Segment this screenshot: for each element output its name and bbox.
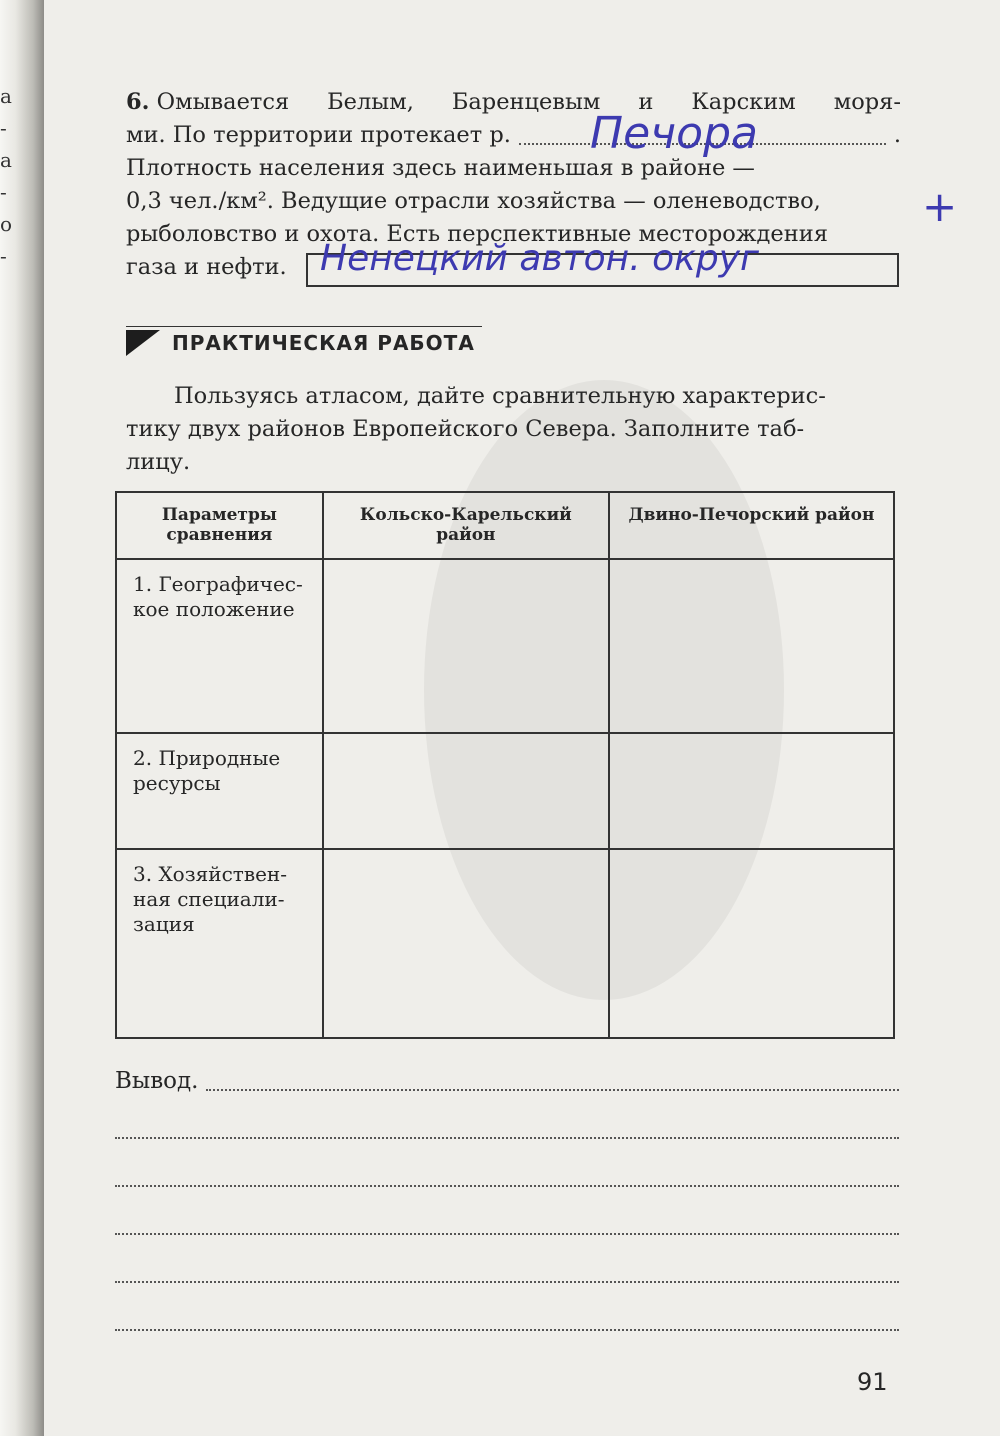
comparison-table	[115, 491, 895, 1039]
answer-line[interactable]	[115, 1116, 899, 1139]
section-title: ПРАКТИЧЕСКАЯ РАБОТА	[172, 331, 475, 355]
header-parameters: Параметры сравнения	[116, 492, 323, 559]
conclusion-label: Вывод.	[115, 1068, 199, 1094]
task-6-line-1	[126, 86, 901, 119]
task-6-line-4: 0,3 чел./км². Ведущие отрасли хозяйства — оленеводство,	[126, 188, 821, 214]
spine-letter: -	[0, 180, 7, 204]
table-row	[116, 733, 894, 849]
header-dvina-pechora: Двино-Печорский район	[609, 492, 894, 559]
workbook-page	[44, 0, 1000, 1436]
conclusion-block	[115, 1068, 899, 1356]
task-6-line-3: Плотность населения здесь наименьшая в районе —	[126, 155, 755, 181]
handwritten-region-answer: Ненецкий автон. округ	[320, 238, 759, 279]
period: .	[893, 122, 901, 148]
intro-line-2: тику двух районов Европейского Севера. Заполните таб-	[126, 416, 805, 442]
spine-letter: а	[0, 84, 12, 108]
conclusion-line	[115, 1116, 899, 1164]
cell-kola-resources[interactable]	[323, 733, 609, 849]
answer-line[interactable]	[115, 1164, 899, 1187]
table-row	[116, 559, 894, 733]
row-label-specialization: 3. Хозяйствен-ная специали-зация	[116, 849, 323, 1038]
word: Карским	[691, 89, 796, 115]
practical-work-heading	[126, 330, 475, 356]
conclusion-line	[115, 1164, 899, 1212]
river-prompt: ми. По территории протекает р.	[126, 122, 511, 148]
cell-kola-specialization[interactable]	[323, 849, 609, 1038]
word: и	[638, 89, 654, 115]
row-label-resources: 2. Природные ресурсы	[116, 733, 323, 849]
check-mark: +	[922, 182, 958, 231]
row-label-location: 1. Географичес-кое положение	[116, 559, 323, 733]
page-number: 91	[857, 1368, 888, 1396]
conclusion-line	[115, 1308, 899, 1356]
word: Баренцевым	[451, 89, 601, 115]
cell-dvina-resources[interactable]	[609, 733, 894, 849]
intro-line-1: Пользуясь атласом, дайте сравнительную характерис-	[174, 383, 826, 409]
task-6-line-2	[126, 119, 901, 152]
header-kola-karelia: Кольско-Карельский район	[323, 492, 609, 559]
cell-kola-location[interactable]	[323, 559, 609, 733]
section-rule	[126, 326, 482, 327]
spine-letter: а	[0, 148, 12, 172]
task-6-line-6: газа и нефти.	[126, 254, 287, 280]
table-row	[116, 849, 894, 1038]
book-spine	[0, 0, 44, 1436]
word: Омывается	[156, 89, 290, 115]
conclusion-line	[115, 1068, 899, 1116]
word: Белым,	[327, 89, 414, 115]
conclusion-line	[115, 1212, 899, 1260]
answer-line[interactable]	[115, 1308, 899, 1331]
answer-line[interactable]	[206, 1068, 899, 1091]
answer-line[interactable]	[115, 1260, 899, 1283]
table-header-row	[116, 492, 894, 559]
intro-line-3: лицу.	[126, 449, 191, 475]
conclusion-line	[115, 1260, 899, 1308]
spine-letter: о	[0, 212, 13, 236]
word: моря-	[833, 89, 901, 115]
cell-dvina-location[interactable]	[609, 559, 894, 733]
answer-line[interactable]	[115, 1212, 899, 1235]
task-number: 6.	[126, 89, 150, 115]
spine-text	[0, 80, 14, 272]
practical-intro	[126, 380, 901, 479]
spine-letter: -	[0, 244, 7, 268]
cell-dvina-specialization[interactable]	[609, 849, 894, 1038]
task-6-line-5: рыболовство и охота. Есть перспективные месторождения	[126, 221, 828, 247]
section-marker-icon	[126, 330, 160, 356]
handwritten-river-answer: Печора	[590, 108, 758, 159]
spine-letter: -	[0, 116, 7, 140]
